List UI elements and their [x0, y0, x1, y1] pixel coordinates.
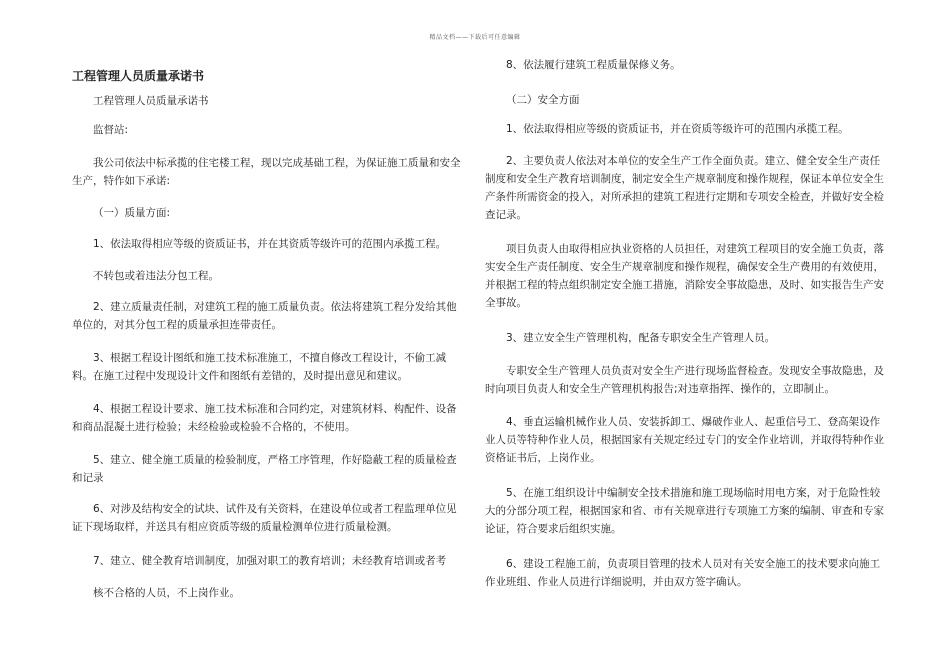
quality-item-6: 6、对涉及结构安全的试块、试件及有关资料，在建设单位或者工程监理单位见证下现场取样，并送具有相应资质等级的质量检测单位进行质量检测。 — [72, 503, 457, 533]
safety-item-6: 6、建设工程施工前，负责项目管理的技术人员对有关安全施工的技术要求向施工作业班组、作业人员进行详细说明，并由双方签字确认。 — [485, 558, 881, 588]
safety-item-3-continued: 专职安全生产管理人员负责对安全生产进行现场监督检查。发现安全事故隐患，及时向项目负责人和安全生产管理机构报告;对违章指挥、操作的，立即制止。 — [485, 365, 884, 395]
section-quality-heading: （一）质量方面: — [93, 207, 171, 219]
quality-item-2: 2、建立质量责任制，对建筑工程的施工质量负责。依法将建筑工程分发给其他单位的，对其分包工程的质量承担连带责任。 — [72, 301, 457, 331]
safety-item-2-continued: 项目负责人由取得相应执业资格的人员担任，对建筑工程项目的安全施工负责，落实安全生产责任制度、安全生产规章制度和操作规程，确保安全生产费用的有效使用，并根据工程的特点组织制定安全施工措施，消除安全事故隐患，及时、如实报告生产安全事故。 — [485, 243, 884, 309]
page-header: 精品文档——下载后可任意编辑 — [429, 34, 521, 41]
safety-item-5: 5、在施工组织设计中编制安全技术措施和施工现场临时用电方案，对于危险性较大的分部分项工程，根据国家和省、市有关规章进行专项施工方案的编制、审查和专家论证，符合要求后组织实施。 — [485, 487, 884, 535]
quality-item-5: 5、建立、健全施工质量的检验制度，严格工序管理，作好隐蔽工程的质量检查和记录 — [72, 454, 457, 484]
section-safety-heading: （二）安全方面 — [506, 94, 580, 106]
quality-item-7-continued: 核不合格的人员，不上岗作业。 — [93, 587, 240, 599]
safety-item-2: 2、主要负责人依法对本单位的安全生产工作全面负责。建立、健全安全生产责任制度和安全生产教育培训制度，制定安全生产规章制度和操作规程，保证本单位安全生产条件所需资金的投入，对所承担的建筑工程进行定期和专项安全检查，并做好安全检查记录。 — [485, 155, 884, 221]
document-subtitle: 工程管理人员质量承诺书 — [93, 95, 209, 107]
right-column — [485, 0, 885, 672]
addressee: 监督站: — [93, 124, 129, 136]
safety-item-1: 1、依法取得相应等级的资质证书，并在资质等级许可的范围内承揽工程。 — [506, 123, 849, 135]
safety-item-3: 3、建立安全生产管理机构，配备专职安全生产管理人员。 — [506, 332, 776, 344]
intro-paragraph: 我公司依法中标承揽的住宅楼工程，现以完成基础工程，为保证施工质量和安全生产，特作如下承诺: — [72, 157, 461, 187]
quality-item-1-continued: 不转包或着违法分包工程。 — [93, 270, 219, 282]
document-title: 工程管理人员质量承诺书 — [72, 69, 205, 83]
quality-item-3: 3、根据工程设计图纸和施工技术标准施工，不擅自修改工程设计，不偷工减料。在施工过程中发现设计文件和图纸有差错的，及时提出意见和建议。 — [72, 352, 447, 382]
quality-item-1: 1、依法取得相应等级的资质证书，并在其资质等级许可的范围内承揽工程。 — [93, 238, 447, 250]
quality-item-4: 4、根据工程设计要求、施工技术标准和合同约定，对建筑材料、构配件、设备和商品混凝土进行检验；未经检验或检验不合格的，不使用。 — [72, 403, 457, 433]
left-column — [72, 0, 467, 672]
quality-item-8: 8、依法履行建筑工程质量保修义务。 — [506, 59, 681, 71]
safety-item-4: 4、垂直运输机械作业人员、安装拆卸工、爆破作业人、起重信号工、登高架设作业人员等特种作业人员，根据国家有关规定经过专门的安全作业培训，并取得特种作业资格证书后，上岗作业。 — [485, 416, 884, 464]
quality-item-7: 7、建立、健全教育培训制度，加强对职工的教育培训；未经教育培训或者考 — [93, 555, 447, 567]
